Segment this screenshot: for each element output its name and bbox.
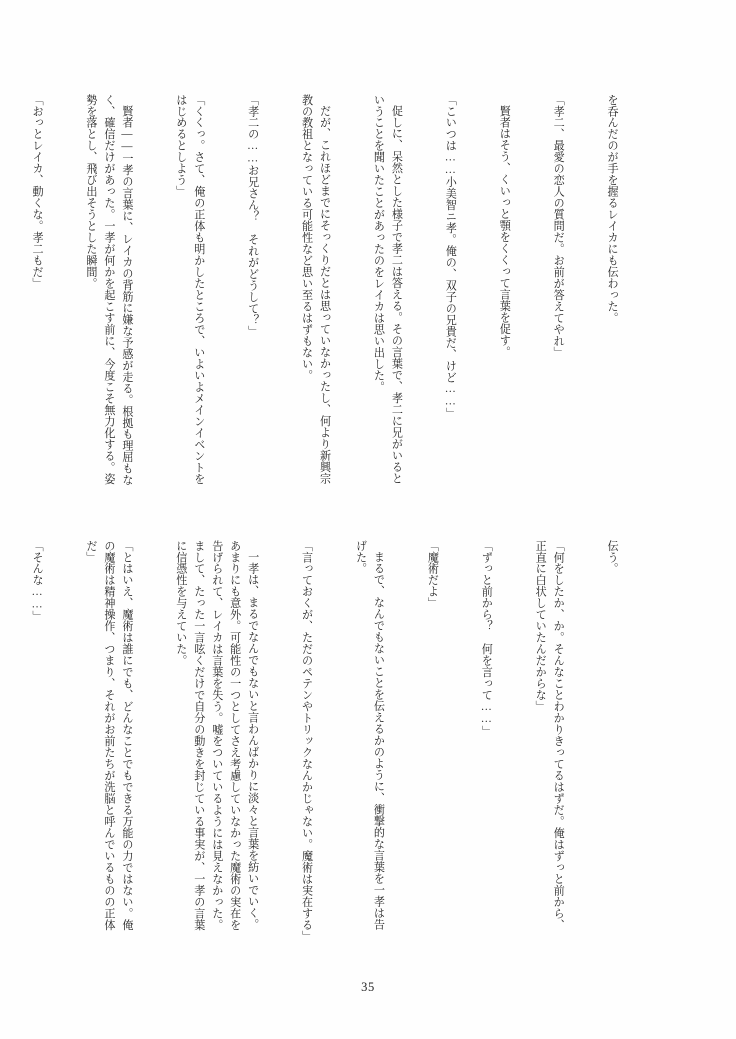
paragraph: 「とはいえ、魔術は誰にでも、どんなことでもできる万能の力ではない。俺の魔術は精神操作、つまり、それがお前たちが洗脳と呼んでいるものの正体だ」 bbox=[84, 540, 133, 931]
lower-text-column-group bbox=[31, 540, 656, 943]
paragraph: 「おっとレイカ、動くな。孝二もだ」 bbox=[31, 94, 44, 290]
paragraph: 「そんな……」 bbox=[31, 540, 44, 623]
paragraph: 「言っておくが、ただのペテンやトリックなんかじゃない。魔術は実在する」 bbox=[300, 540, 313, 943]
paragraph: を呑んだのが手を握るレイカにも伝わった。 bbox=[606, 94, 619, 324]
paragraph: 伝う。 bbox=[606, 540, 619, 575]
paragraph: 賢者はそう、くいっと顎をくくって言葉を促す。 bbox=[498, 105, 511, 358]
paragraph: まるで、なんでもないことを伝えるかのように、衝撃的な言葉を一孝は告げた。 bbox=[354, 540, 385, 931]
paragraph: だが、これほどまでにそっくりだとは思っていなかったし、何より新興宗教の教祖となっている可能性など思い至るはずもない。 bbox=[300, 94, 331, 485]
paragraph: 「孝二、最愛の恋人の質問だ。お前が答えてやれ」 bbox=[552, 94, 565, 359]
paragraph: 一孝は、まるでなんでもないと言わんばかりに淡々と言葉を紡いでいく。あまりにも意外。可能性の一つとしてさえ考慮していなかった魔術の実在を告げられて、レイカは言葉を失う。嘘をついているようには見えなかった。まして、たった一言呟くだけで自分の動きを封じている事実が、一孝の言葉に信憑性を与えていた。 bbox=[174, 540, 259, 931]
paragraph: 促しに、呆然とした様子で孝二は答える。その言葉で、孝二に兄がいるということを聞いたことがあったのをレイカは思い出した。 bbox=[372, 94, 403, 485]
page-number: 35 bbox=[361, 980, 375, 994]
upper-text-column-group bbox=[31, 94, 656, 494]
paragraph: 「くくっ。さて、俺の正体も明かしたところで、いよいよメインイベントをはじめるとしよう」 bbox=[174, 94, 205, 485]
paragraph: 「ずっと前から？ 何を言って……」 bbox=[480, 540, 493, 738]
paragraph: 「何をしたか、か。そんなことわかりきってるはずだ。俺はずっと前から、正直に白状していたんだからな」 bbox=[534, 540, 565, 931]
paragraph: 「魔術だよ」 bbox=[426, 540, 439, 609]
paragraph: 「こいつは……小美智ニ孝。俺の、双子の兄貴だ、けど……」 bbox=[444, 94, 457, 420]
paragraph: 「孝二の……お兄さん？ それがどうして？」 bbox=[246, 94, 259, 338]
paragraph: 賢者――一孝の言葉に、レイカの背筋に嫌な予感が走る。根拠も理屈もなく、確信だけがあった。一孝が何かを起こす前に、今度こそ無力化する。姿勢を落とし、飛び出そうとした瞬間。 bbox=[84, 94, 133, 487]
